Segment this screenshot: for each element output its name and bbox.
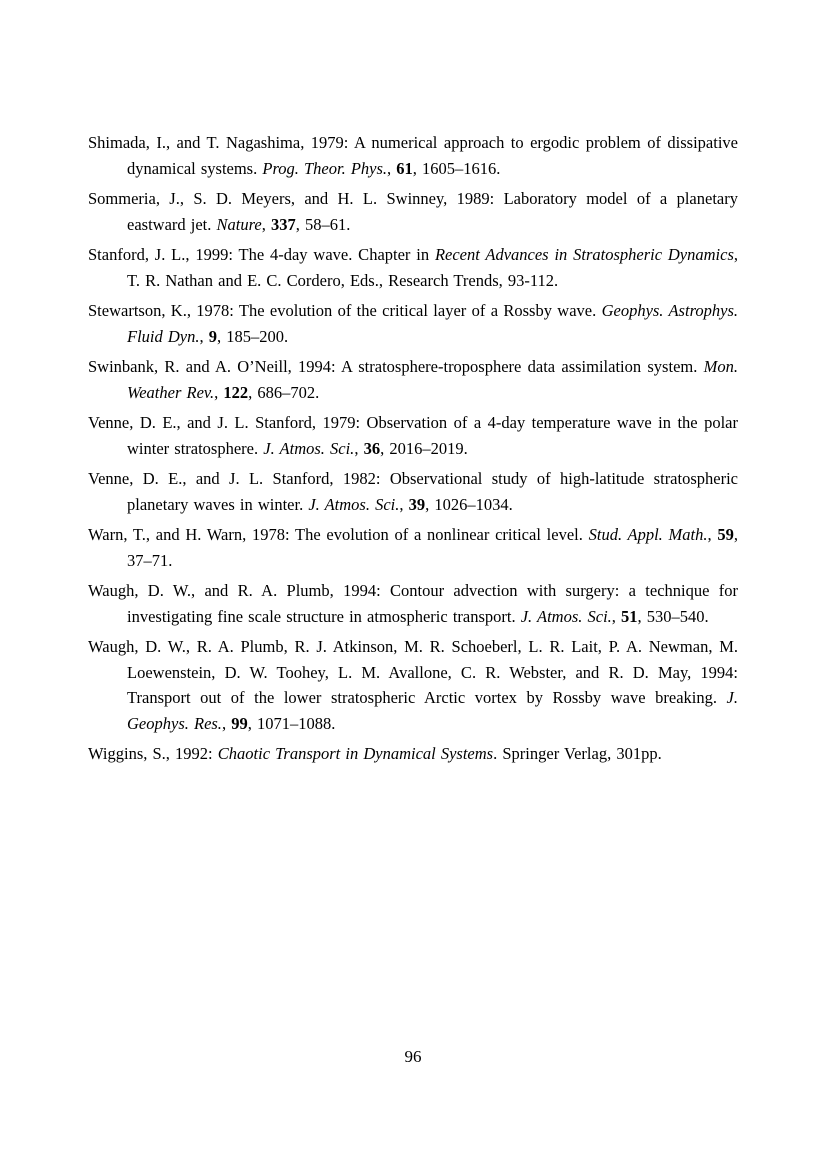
reference-text: Waugh, D. W., R. A. Plumb, R. J. Atkinson, M. R. Schoeberl, L. R. Lait, P. A. Newman, M. Loewenstein, D. W. Toohey, L. M. Avallone, C. R. Webster, and R. D. May, 1994: Transport out of the lower stratospheric Arctic vortex by Rossby wave breaking.: [88, 637, 738, 707]
reference-entry: [88, 466, 738, 517]
volume-number: 61: [396, 158, 413, 178]
reference-text: ,: [399, 494, 409, 514]
volume-number: 36: [363, 438, 381, 458]
italic-title-or-journal: Recent Advances in Stratospheric Dynamics: [434, 245, 734, 264]
reference-text: ,: [387, 158, 397, 178]
italic-title-or-journal: Stud. Appl. Math.: [588, 525, 708, 544]
volume-number: 39: [408, 494, 426, 514]
reference-text: Stewartson, K., 1978: The evolution of the critical layer of a Rossby wave.: [88, 301, 602, 320]
reference-text: ,: [221, 713, 232, 733]
volume-number: 122: [223, 382, 249, 402]
reference-text: , T. R. Nathan and E. C. Cordero, Eds., Research Trends, 93-112.: [127, 245, 738, 290]
reference-text: ,: [199, 326, 209, 346]
reference-entry: [88, 578, 738, 629]
reference-text: Stanford, J. L., 1999: The 4-day wave. Chapter in: [88, 245, 435, 264]
reference-list: [88, 130, 738, 772]
italic-title-or-journal: Prog. Theor. Phys.: [262, 158, 388, 178]
italic-title-or-journal: J. Atmos. Sci.: [520, 606, 612, 626]
reference-text: ,: [354, 438, 364, 458]
reference-entry: [88, 410, 738, 461]
italic-title-or-journal: J. Geophys. Res.: [127, 688, 738, 733]
reference-entry: [88, 298, 738, 349]
reference-text: ,: [261, 214, 271, 234]
reference-text: ,: [214, 382, 224, 402]
reference-text: Warn, T., and H. Warn, 1978: The evolution of a nonlinear critical level.: [88, 525, 589, 544]
reference-text: Venne, D. E., and J. L. Stanford, 1982: Observational study of high-latitude stratospheric planetary waves in winter.: [88, 469, 738, 514]
reference-text: Shimada, I., and T. Nagashima, 1979: A numerical approach to ergodic problem of dissipative dynamical systems.: [88, 133, 738, 178]
reference-text: , 1605–1616.: [412, 158, 501, 178]
reference-text: , 58–61.: [295, 214, 351, 234]
reference-text: ,: [611, 606, 622, 626]
reference-entry: [88, 354, 738, 405]
reference-text: Wiggins, S., 1992:: [88, 744, 218, 763]
volume-number: 337: [271, 214, 296, 234]
volume-number: 59: [717, 525, 734, 544]
page-number: 96: [404, 1047, 422, 1066]
italic-title-or-journal: Chaotic Transport in Dynamical Systems: [217, 744, 494, 763]
reference-entry: [88, 522, 738, 573]
italic-title-or-journal: Mon. Weather Rev.: [127, 357, 738, 402]
italic-title-or-journal: J. Atmos. Sci.: [308, 494, 400, 514]
reference-text: , 1071–1088.: [247, 713, 336, 733]
reference-text: ,: [707, 525, 718, 544]
reference-text: Swinbank, R. and A. O’Neill, 1994: A stratosphere-troposphere data assimilation system.: [88, 357, 704, 376]
italic-title-or-journal: Geophys. Astrophys. Fluid Dyn.: [127, 301, 738, 346]
reference-text: , 185–200.: [217, 326, 289, 346]
reference-text: , 1026–1034.: [425, 494, 513, 514]
reference-text: Waugh, D. W., and R. A. Plumb, 1994: Contour advection with surgery: a technique for investigating fine scale structure in atmospheric transport.: [88, 581, 738, 626]
italic-title-or-journal: Nature: [216, 214, 262, 234]
reference-entry: [88, 242, 738, 293]
volume-number: 9: [208, 326, 217, 346]
reference-text: , 2016–2019.: [380, 438, 468, 458]
reference-text: , 530–540.: [637, 606, 709, 626]
reference-text: . Springer Verlag, 301pp.: [493, 744, 662, 763]
volume-number: 99: [231, 713, 248, 733]
italic-title-or-journal: J. Atmos. Sci.: [263, 438, 355, 458]
reference-text: Venne, D. E., and J. L. Stanford, 1979: Observation of a 4-day temperature wave in the polar winter stratosphere.: [88, 413, 738, 458]
reference-entry: [88, 634, 738, 736]
reference-entry: [88, 130, 738, 181]
reference-text: , 37–71.: [127, 525, 739, 570]
reference-entry: [88, 186, 738, 237]
reference-text: Sommeria, J., S. D. Meyers, and H. L. Swinney, 1989: Laboratory model of a planetary eastward jet.: [88, 189, 738, 234]
volume-number: 51: [621, 606, 638, 626]
reference-text: , 686–702.: [248, 382, 320, 402]
reference-entry: [88, 741, 738, 767]
